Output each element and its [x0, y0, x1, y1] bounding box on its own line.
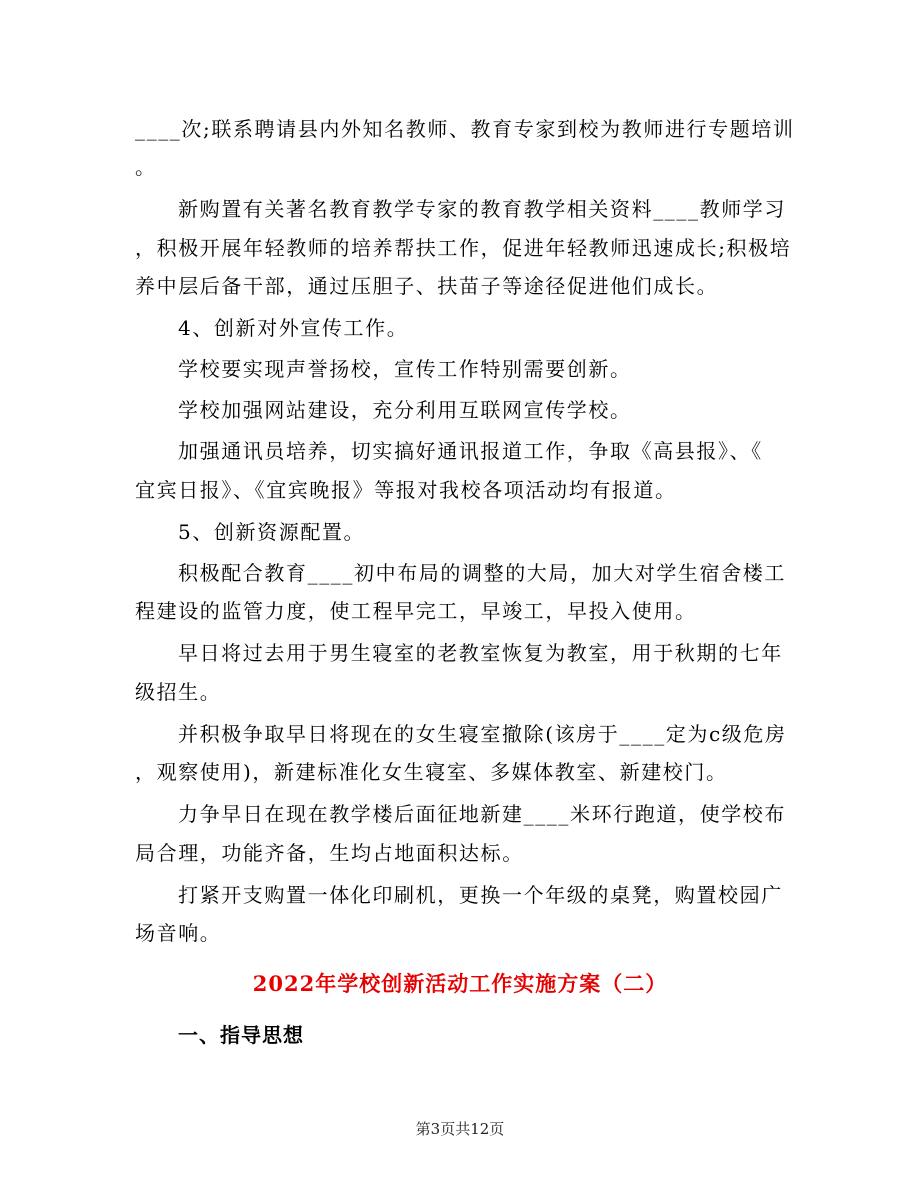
paragraph-line: ，积极开展年轻教师的培养帮扶工作，促进年轻教师迅速成长;积极培 — [135, 236, 792, 260]
section-title: 2022年学校创新活动工作实施方案（二） — [252, 971, 668, 996]
subheading: 一、指导思想 — [178, 1023, 304, 1047]
paragraph-line: 。 — [135, 155, 157, 179]
paragraph-line: 打紧开支购置一体化印刷机，更换一个年级的桌凳，购置校园广 — [178, 883, 783, 907]
paragraph-line: 养中层后备干部，通过压胆子、扶苗子等途径促进他们成长。 — [135, 274, 719, 298]
paragraph-line: 场音响。 — [135, 921, 222, 945]
paragraph-line: ____次;联系聘请县内外知名教师、教育专家到校为教师进行专题培训 — [135, 117, 795, 141]
paragraph-line: 学校加强网站建设，充分利用互联网宣传学校。 — [178, 398, 632, 422]
page-footer: 第3页共12页 — [415, 1120, 505, 1138]
section-heading-5: 5、创新资源配置。 — [178, 520, 366, 544]
paragraph-line: 级招生。 — [135, 680, 222, 704]
paragraph-line: ，观察使用)，新建标准化女生寝室、多媒体教室、新建校门。 — [135, 760, 728, 784]
paragraph-line: 宜宾日报》、《宜宾晚报》等报对我校各项活动均有报道。 — [135, 478, 677, 502]
paragraph-line: 力争早日在现在教学楼后面征地新建____米环行跑道，使学校布 — [178, 802, 786, 826]
paragraph-line: 加强通讯员培养，切实搞好通讯报道工作，争取《高县报》、《 — [178, 439, 763, 463]
paragraph-line: 局合理，功能齐备，生均占地面积达标。 — [135, 841, 524, 865]
paragraph-line: 并积极争取早日将现在的女生寝室撤除(该房于____定为c级危房 — [178, 722, 787, 746]
paragraph-line: 积极配合教育____初中布局的调整的大局，加大对学生宿舍楼工 — [178, 561, 786, 585]
paragraph-line: 早日将过去用于男生寝室的老教室恢复为教室，用于秋期的七年 — [178, 641, 783, 665]
section-heading-4: 4、创新对外宣传工作。 — [178, 316, 409, 340]
paragraph-line: 新购置有关著名教育教学专家的教育教学相关资料____教师学习 — [178, 197, 786, 221]
paragraph-line: 学校要实现声誉扬校，宣传工作特别需要创新。 — [178, 357, 632, 381]
paragraph-line: 程建设的监管力度，使工程早完工，早竣工，早投入使用。 — [135, 599, 697, 623]
